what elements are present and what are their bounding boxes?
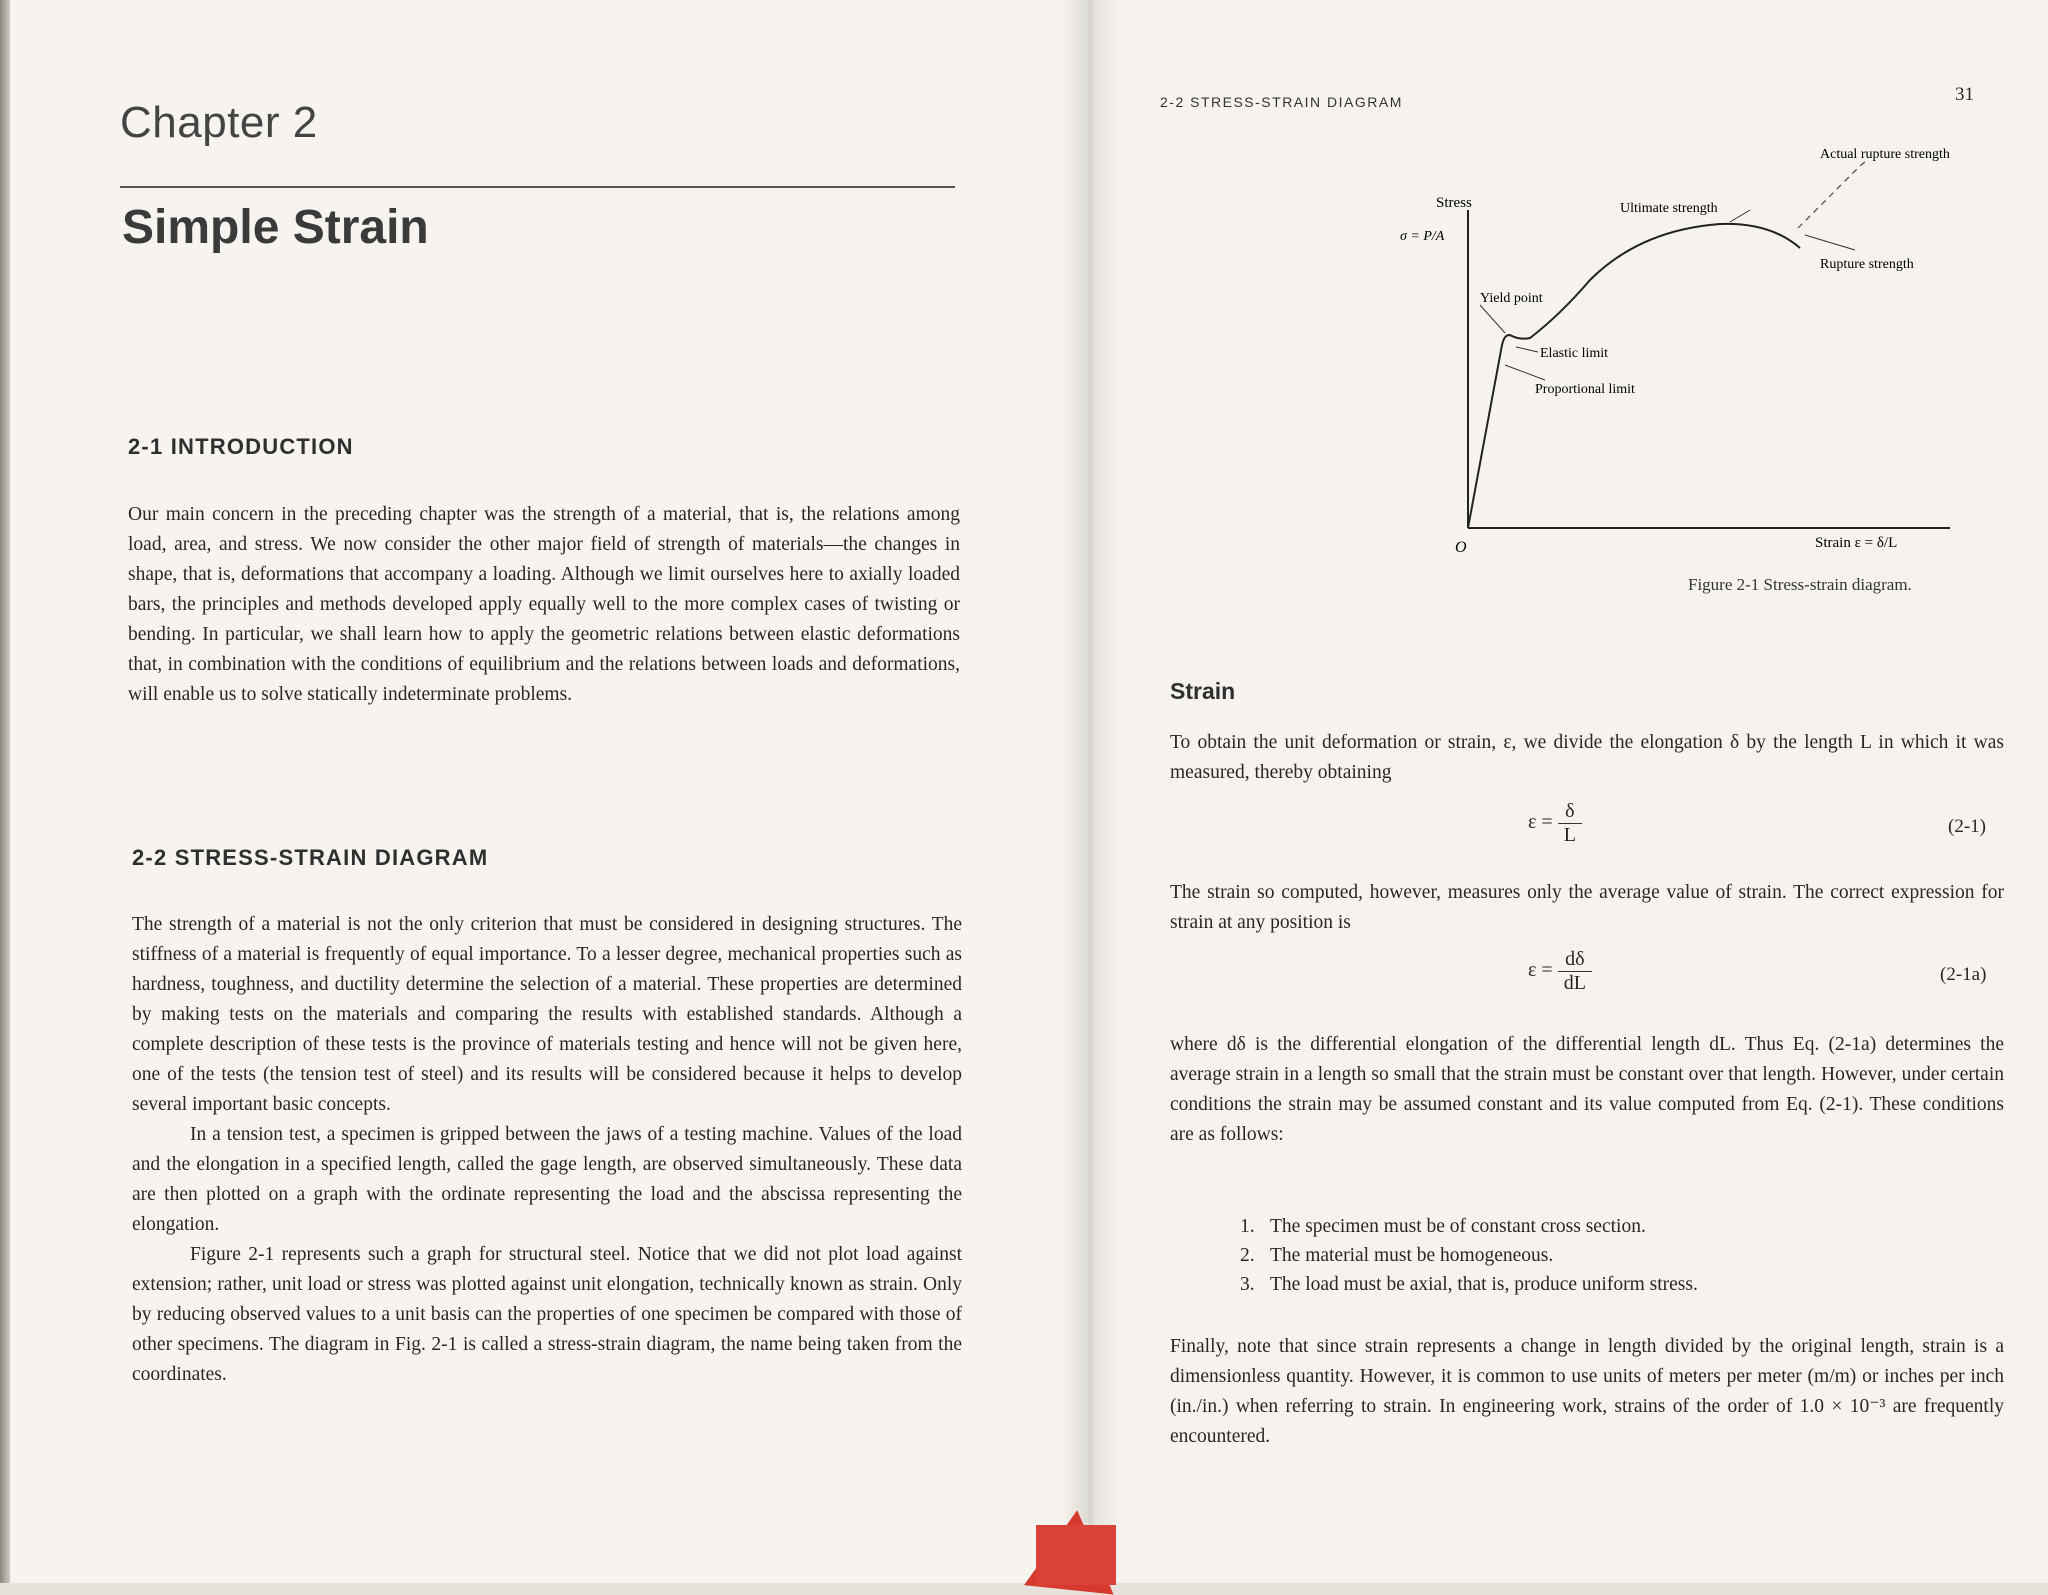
chapter-title: Simple Strain: [122, 201, 429, 254]
equation-denominator: dL: [1563, 972, 1586, 994]
paragraph-text: where dδ is the differential elongation of the differential length dL. Thus Eq. (2-1a) determines the average strain in a length so small that the strain must be constant over that length. However, under certain conditions the strain may be assumed constant and its value computed from Eq. (2-1). These conditions are as follows:: [1170, 1034, 2004, 1145]
list-item: [1240, 1241, 1698, 1270]
equation-2-1: [1528, 800, 1582, 847]
introduction-paragraph: [128, 500, 960, 710]
strain-paragraph-1: [1170, 728, 2004, 788]
actual-rupture-label: Actual rupture strength: [1820, 147, 1950, 162]
section-heading-stress-strain: 2-2 STRESS-STRAIN DIAGRAM: [132, 845, 489, 870]
list-item: [1240, 1270, 1698, 1299]
equation-numerator: δ: [1558, 800, 1582, 824]
ultimate-strength-label: Ultimate strength: [1620, 201, 1718, 216]
section-heading-introduction: 2-1 INTRODUCTION: [128, 434, 354, 459]
rupture-strength-label: Rupture strength: [1820, 257, 1914, 272]
elastic-pointer: [1516, 347, 1538, 352]
list-text: The specimen must be of constant cross section.: [1270, 1216, 1646, 1237]
running-head: 2-2 STRESS-STRAIN DIAGRAM: [1160, 94, 1403, 110]
ultimate-pointer: [1730, 210, 1750, 222]
rupture-pointer: [1805, 235, 1855, 250]
proportional-limit-label: Proportional limit: [1535, 382, 1635, 397]
list-number: 1.: [1240, 1216, 1255, 1237]
paragraph-text: The strain so computed, however, measures only the average value of strain. The correct expression for strain at any position is: [1170, 882, 2004, 933]
page-number: 31: [1955, 84, 1974, 105]
section-heading-strain: Strain: [1170, 678, 1236, 704]
paragraph-text: Figure 2-1 represents such a graph for structural steel. Notice that we did not plot load against extension; rather, unit load or stress was plotted against unit elongation, technically known as strain. Only by reducing observed values to a unit basis can the properties of one specimen be compared with those of other specimens. The diagram in Fig. 2-1 is called a stress-strain diagram, the name being taken from the coordinates.: [132, 1244, 962, 1385]
equation-lhs: ε =: [1528, 959, 1553, 982]
strain-paragraph-2: [1170, 878, 2004, 938]
proportional-pointer: [1505, 365, 1545, 380]
conditions-list: [1240, 1212, 1698, 1299]
paragraph-text: Our main concern in the preceding chapter was the strength of a material, that is, the relations among load, area, and stress. We now consider the other major field of strength of materials—the changes in shape, that is, deformations that accompany a loading. Although we limit ourselves here to axially loaded bars, the principles and methods developed apply equally well to the more complex cases of twisting or bending. In particular, we shall learn how to apply the geometric relations between elastic deformations that, in combination with the conditions of equilibrium and the relations between loads and deformations, will enable us to solve statically indeterminate problems.: [128, 504, 960, 705]
stress-label: Stress: [1436, 195, 1472, 211]
equation-lhs: ε =: [1528, 811, 1553, 834]
bookmark-ribbon-body: [1036, 1525, 1116, 1585]
rupture-extension-line: [1798, 160, 1867, 228]
paragraph-text: The strength of a material is not the only criterion that must be considered in designing structures. The stiffness of a material is frequently of equal importance. To a lesser degree, mechanical properties such as hardness, toughness, and ductility determine the selection of a material. These properties are determined by making tests on the materials and comparing the results with established standards. Although a complete description of these tests is the province of materials testing and hence will not be given here, one of the tests (the tension test of steel) and its results will be considered because it helps to develop several important basic concepts.: [132, 914, 962, 1115]
strain-label: Strain ε = δ/L: [1815, 535, 1898, 551]
list-item: [1240, 1212, 1698, 1241]
page-edge: [0, 0, 10, 1583]
paragraph-text: Finally, note that since strain represents a change in length divided by the original length, strain is a dimensionless quantity. However, it is common to use units of meters per meter (m/m) or inches per inch (in./in.) when referring to strain. In engineering work, strains of the order of 1.0 × 10⁻³ are frequently encountered.: [1170, 1336, 2004, 1447]
equation-fraction: [1558, 800, 1582, 847]
equation-number: (2-1a): [1940, 964, 1987, 985]
elastic-limit-label: Elastic limit: [1540, 346, 1609, 361]
paragraph-text: To obtain the unit deformation or strain, ε, we divide the elongation δ by the length L in which it was measured, thereby obtaining: [1170, 732, 2004, 783]
chapter-label: Chapter 2: [120, 98, 318, 147]
yield-pointer: [1480, 305, 1505, 333]
origin-label: O: [1455, 539, 1467, 556]
final-paragraph: [1170, 1332, 2004, 1452]
equation-number: (2-1): [1948, 816, 1986, 837]
strain-paragraph-3: [1170, 1030, 2004, 1150]
stress-strain-figure: [1120, 140, 2020, 560]
paragraph-text: In a tension test, a specimen is gripped between the jaws of a testing machine. Values of the load and the elongation in a specified length, called the gage length, are observed simultaneously. These data are then plotted on a graph with the ordinate representing the load and the abscissa representing the elongation.: [132, 1124, 962, 1235]
yield-point-label: Yield point: [1480, 291, 1543, 306]
stress-strain-body: [132, 910, 962, 1390]
list-text: The load must be axial, that is, produce uniform stress.: [1270, 1274, 1698, 1295]
equation-numerator: dδ: [1558, 948, 1592, 972]
stress-equation: σ = P/A: [1400, 229, 1445, 244]
equation-fraction: [1558, 948, 1592, 995]
equation-denominator: L: [1563, 824, 1576, 846]
figure-caption: Figure 2-1 Stress-strain diagram.: [1688, 575, 1912, 594]
list-text: The material must be homogeneous.: [1270, 1245, 1554, 1266]
chapter-divider: [120, 186, 955, 188]
list-number: 2.: [1240, 1245, 1255, 1266]
book-spine: [1060, 0, 1120, 1583]
stress-strain-curve: [1468, 224, 1800, 528]
equation-2-1a: [1528, 948, 1592, 995]
list-number: 3.: [1240, 1274, 1255, 1295]
